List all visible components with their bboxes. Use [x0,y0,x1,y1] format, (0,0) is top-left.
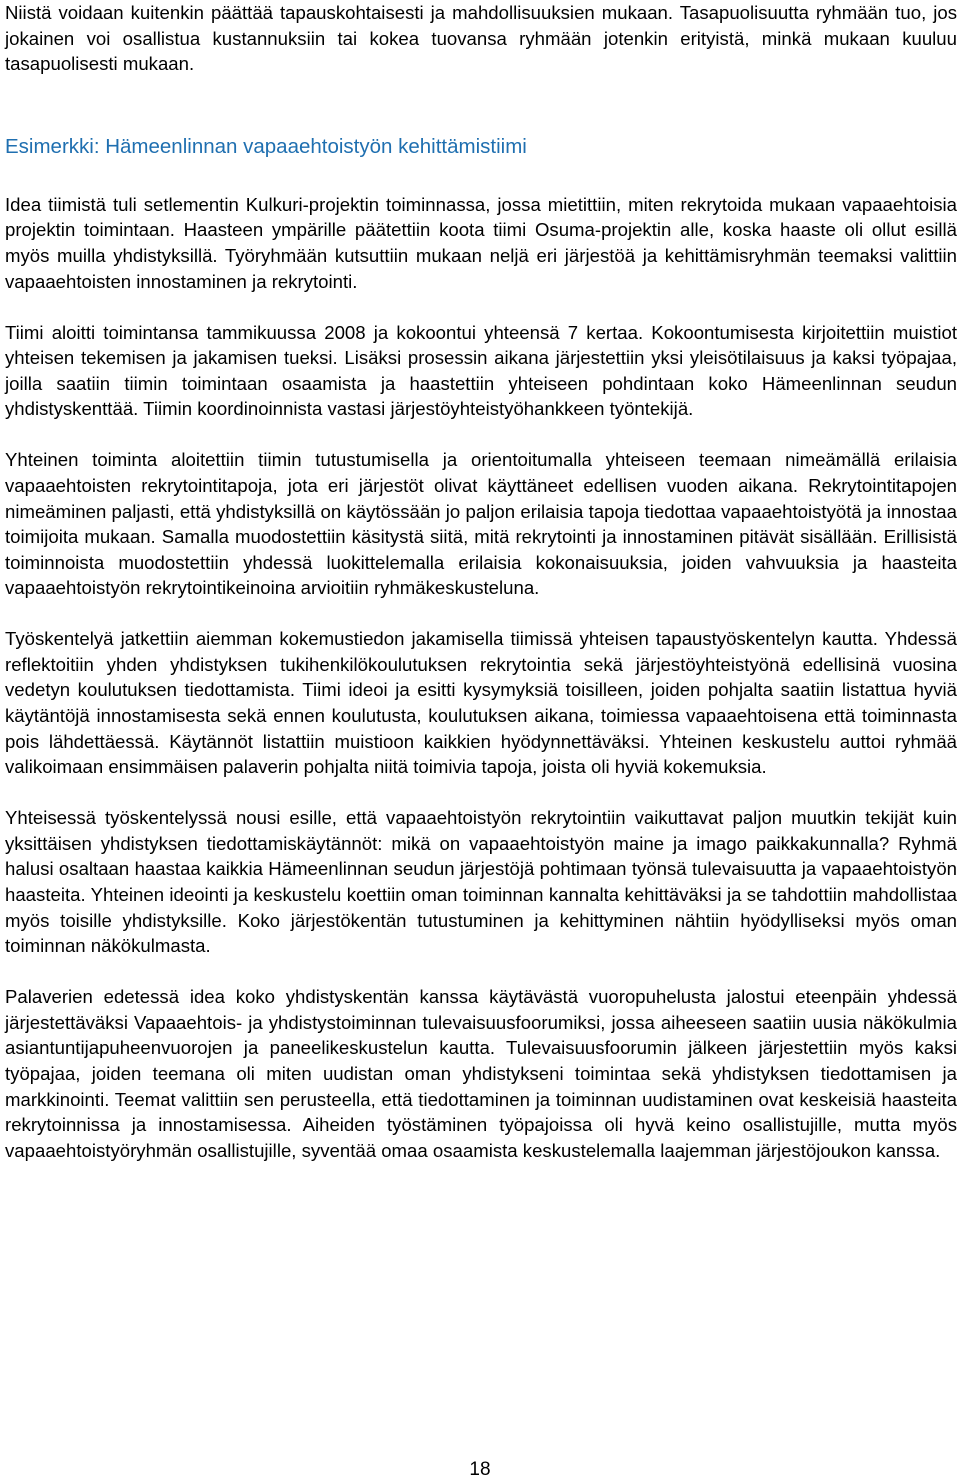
document-page [5,0,957,1163]
body-paragraph-6: Palaverien edetessä idea koko yhdistyskentän kanssa käytävästä vuoropuhelusta jalostui eteenpäin yhdessä järjestettäväksi Vapaaehtois- ja yhdistystoiminnan tulevaisuusfoorumiksi, jossa aiheeseen saatiin uusia näkökulmia asiantuntijapuheenvuorojen ja paneelikeskustelun kautta. Tulevaisuusfoorumin jälkeen järjestettiin myös kaksi työpajaa, joiden teemana oli miten uudistan oman yhdistykseni toimintaa sekä yhdistyksen tiedottamisen ja markkinointi. Teemat valittiin sen perusteella, että tiedottaminen ja toiminnan uudistaminen ovat keskeisiä haasteita rekrytoinnissa ja innostamisessa. Aiheiden työstäminen työpajoissa oli hyvä keino osallistujille, mutta myös vapaaehtoistyöryhmän osallistujille, syventää omaa osaamista keskustelemalla laajemman järjestöjoukon kanssa. [5,986,957,1161]
section-heading: Esimerkki: Hämeenlinnan vapaaehtoistyön kehittämistiimi [5,134,527,158]
page-number: 18 [469,1459,491,1480]
body-paragraph-1: Idea tiimistä tuli setlementin Kulkuri-projektin toiminnassa, jossa mietittiin, miten rekrytoida mukaan vapaaehtoisia projektin toimintaan. Haasteen ympärille päätettiin koota tiimi Osuma-projektin alle, koska haaste oli ollut esillä myös muilla yhdistyksillä. Työryhmään kutsuttiin mukaan neljä eri järjestöä ja kehittämisryhmän teemaksi valittiin vapaaehtoisten innostaminen ja rekrytointi. [5,193,957,292]
body-paragraph-4: Työskentelyä jatkettiin aiemman kokemustiedon jakamisella tiimissä yhteisen tapaustyöskentelyn kautta. Yhdessä reflektoitiin yhden yhdistyksen tukihenkilökoulutuksen rekrytointia sekä järjestöyhteistyönä edellisinä vuosina vedetyn koulutuksen tiedottamista. Tiimi ideoi ja esitti kysymyksiä toisilleen, joiden pohjalta saatiin listattua hyviä käytäntöjä innostamisesta sekä ennen koulutusta, koulutuksen aikana, toimiessa vapaaehtoisena että toiminnasta pois lähdettäessä. Käytännöt listattiin muistioon kaikkien hyödynnettäväksi. Yhteinen keskustelu auttoi ryhmää valikoimaan ensimmäisen palaverin pohjalta niitä toimivia tapoja, joista oli hyviä kokemuksia. [5,628,957,778]
intro-paragraph: Niistä voidaan kuitenkin päättää tapauskohtaisesti ja mahdollisuuksien mukaan. Tasapuolisuutta ryhmään tuo, jos jokainen voi osallistua kustannuksiin tai kokea tuovansa ryhmään jotenkin erityistä, minkä mukaan kuuluu tasapuolisesti mukaan. [5,2,957,75]
body-paragraph-2: Tiimi aloitti toimintansa tammikuussa 2008 ja kokoontui yhteensä 7 kertaa. Kokoontumisesta kirjoitettiin muistiot yhteisen tekemisen ja jakamisen tueksi. Lisäksi prosessin aikana järjestettiin yksi yleisötilaisuus ja kaksi työpajaa, joilla saatiin tiimin toimintaan osaamista ja haastettiin yhteiseen pohdintaan koko Hämeenlinnan seudun yhdistyskenttää. Tiimin koordinoinnista vastasi järjestöyhteistyöhankkeen työntekijä. [5,321,957,420]
body-paragraph-3: Yhteinen toiminta aloitettiin tiimin tutustumisella ja orientoitumalla yhteiseen teemaan nimeämällä erilaisia vapaaehtoisten rekrytointitapoja, jota eri järjestöt olivat käyttäneet edellisen vuoden aikana. Rekrytointitapojen nimeäminen paljasti, että yhdistyksillä on käytössään jo paljon erilaisia tapoja tiedottaa vapaaehtoistyötä ja innostaa toimijoita mukaan. Samalla muodostettiin käsitystä siitä, mitä rekrytointi ja innostaminen pitävät sisällään. Erillisistä toiminnoista muodostettiin yhdessä luokittelemalla erilaisia kokonaisuuksia, joiden vahvuuksia ja haasteita vapaaehtoistyön rekrytointikeinoina arvioitiin ryhmäkeskusteluna. [5,449,957,599]
body-paragraph-5: Yhteisessä työskentelyssä nousi esille, että vapaaehtoistyön rekrytointiin vaikuttavat paljon muutkin tekijät kuin yksittäisen yhdistyksen tiedottamiskäytännöt: mikä on vapaaehtoistyön maine ja imago paikkakunnalla? Ryhmä halusi osaltaan haastaa kaikkia Hämeenlinnan seudun järjestöjä pohtimaan työnsä tulevaisuutta ja vapaaehtoistyön haasteita. Yhteinen ideointi ja keskustelu koettiin oman toiminnan kannalta kehittäväksi ja se tahdottiin mahdollistaa myös toisille yhdistyksille. Koko järjestökentän tutustuminen ja kehittyminen nähtiin hyödylliseksi myös oman toiminnan näkökulmasta. [5,807,957,957]
